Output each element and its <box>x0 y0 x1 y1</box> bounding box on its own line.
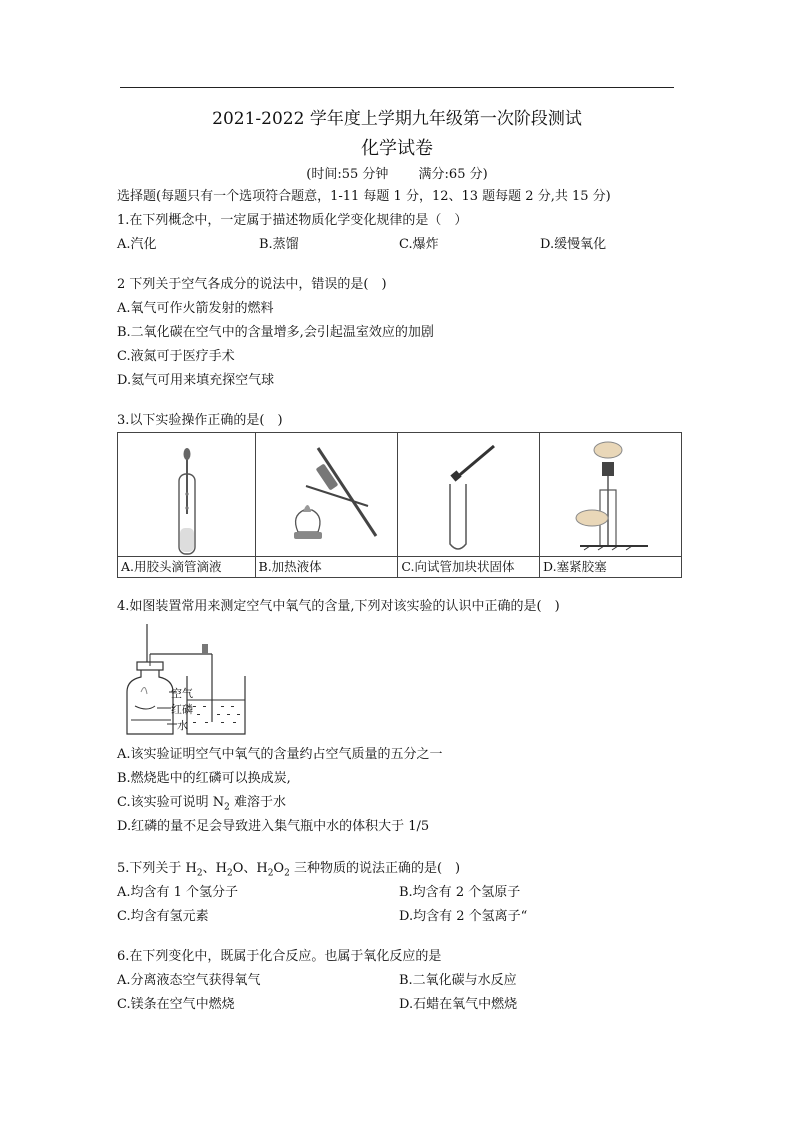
q2-option-c: C.液氮可于医疗手术 <box>117 349 235 364</box>
q3-cell-c <box>398 433 540 578</box>
q5-option-a: A.均含有 1 个氢分子 <box>117 885 239 900</box>
q4-option-a: A.该实验证明空气中氧气的含量约占空气质量的五分之一 <box>117 747 443 762</box>
q6-option-a: A.分离液态空气获得氧气 <box>117 973 261 988</box>
heating-liquid-figure <box>256 436 398 556</box>
q2-stem: 2 下列关于空气各成分的说法中，错误的是( ) <box>117 277 387 292</box>
q1-option-a: A.汽化 <box>117 237 157 252</box>
q5-option-c: C.均含有氢元素 <box>117 909 209 924</box>
q4-option-d: D.红磷的量不足会导致进入集气瓶中水的体积大于 1/5 <box>117 819 430 834</box>
q4-stem: 4.如图装置常用来测定空气中氧气的含量,下列对该实验的认识中正确的是( ) <box>117 599 560 614</box>
q3-cell-a <box>118 433 256 578</box>
q3-cell-d <box>540 433 682 578</box>
q6-option-c: C.镁条在空气中燃烧 <box>117 997 235 1012</box>
q4-label-air: 空气 <box>171 687 193 700</box>
stopper-figure <box>540 436 681 556</box>
q1-option-b: B.蒸馏 <box>259 237 299 252</box>
q4-label-water: 水 <box>177 719 188 732</box>
exam-title: 2021-2022 学年度上学期九年级第一次阶段测试 <box>212 109 582 129</box>
q1-option-d: D.缓慢氧化 <box>540 237 607 252</box>
q4-option-b: B.燃烧匙中的红磷可以换成炭, <box>117 771 291 786</box>
q1-option-c: C.爆炸 <box>399 237 439 252</box>
q3-options-table <box>117 432 682 578</box>
q6-option-d: D.石蜡在氧气中燃烧 <box>399 997 518 1012</box>
adding-solid-figure <box>398 436 539 556</box>
q5-stem: 5.下列关于 $H_2$、$H_2O$、$H_2O_2$ 三种物质的说法正确的是( ) <box>117 861 461 879</box>
q6-stem: 6.在下列变化中，既属于化合反应。也属于氧化反应的是 <box>117 949 442 964</box>
q3-option-b: B.加热液体 <box>256 556 398 577</box>
dropper-figure <box>118 436 255 556</box>
q5-option-d: D.均含有 2 个氢离子“ <box>399 909 528 924</box>
q3-option-d: D.塞紧胶塞 <box>540 556 681 577</box>
q3-option-c: C.向试管加块状固体 <box>398 556 539 577</box>
oxygen-apparatus-figure <box>117 622 252 741</box>
q5-option-b: B.均含有 2 个氢原子 <box>399 885 521 900</box>
header-rule <box>120 87 674 88</box>
exam-subject: 化学试卷 <box>361 138 433 159</box>
q2-option-d: D.氦气可用来填充探空气球 <box>117 373 275 388</box>
q1-stem: 1.在下列概念中，一定属于描述物质化学变化规律的是（ ） <box>117 213 468 228</box>
q3-option-a: A.用胶头滴管滴液 <box>118 556 255 577</box>
q2-option-a: A.氧气可作火箭发射的燃料 <box>117 301 274 316</box>
q3-cell-b <box>255 433 398 578</box>
q3-stem: 3.以下实验操作正确的是( ) <box>117 413 283 428</box>
q4-option-c: C.该实验可说明 $N_2$ 难溶于水 <box>117 795 286 813</box>
exam-info: (时间:55 分钟 满分:65 分) <box>306 167 488 182</box>
q4-label-phosphorus: 红磷 <box>171 703 193 716</box>
q6-option-b: B.二氧化碳与水反应 <box>399 973 517 988</box>
q2-option-b: B.二氧化碳在空气中的含量增多,会引起温室效应的加剧 <box>117 325 434 340</box>
section-heading: 选择题(每题只有一个选项符合题意，1-11 每题 1 分，12、13 题每题 2 分,共 15 分) <box>117 189 611 204</box>
